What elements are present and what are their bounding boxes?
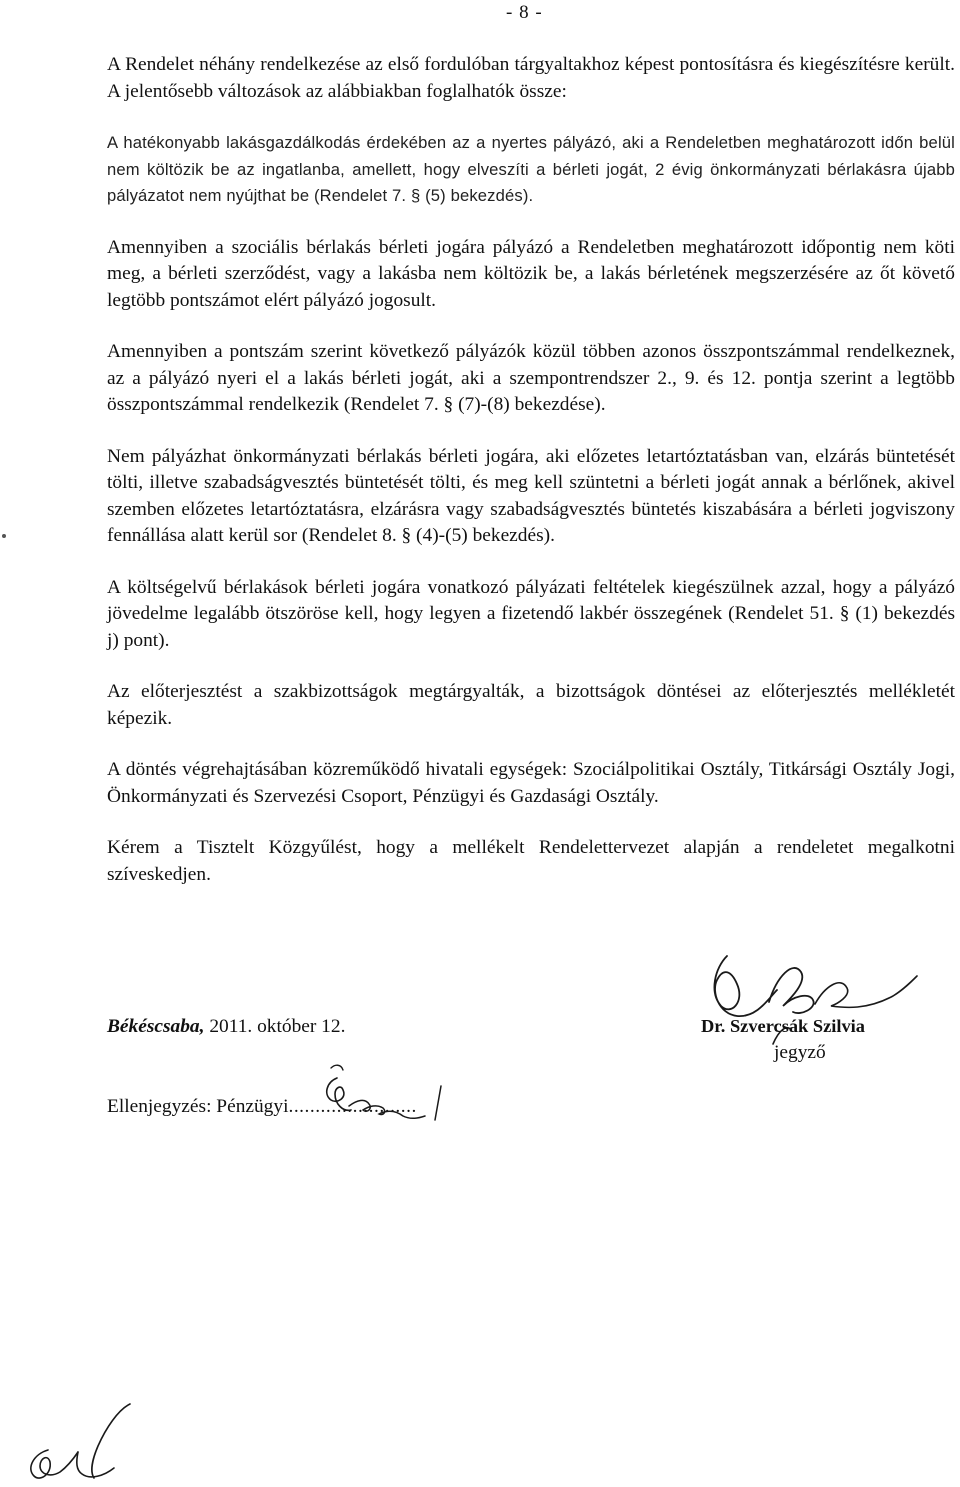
margin-mark <box>2 534 6 538</box>
paragraph-cost-based-housing: A költségelvű bérlakások bérleti jogára vonatkozó pályázati feltételek kiegészülnek azzal, hogy a pályázó jövedelme legalább ötszöröse kell, hogy legyen a fizetendő lakbér összegének (Rendelet 51. § (1) bekezdés j) pont). <box>107 576 955 651</box>
paragraph-departments: A döntés végrehajtásában közreműködő hivatali egységek: Szociálpolitikai Osztály, Titkársági Osztály Jogi, Önkormányzati és Szervezési Csoport, Pénzügyi és Gazdasági Osztály. <box>107 759 955 807</box>
paragraph-social-housing: Amennyiben a szociális bérlakás bérleti jogára pályázó a Rendeletben meghatározott időpontig nem köti meg, a bérleti szerződést, vagy a lakásba nem költözik be, a lakás bérletének megszerzésére az őt követő legtöbb pontszámot elért pályázó jogosult. <box>107 236 955 311</box>
paragraph-request: Kérem a Tisztelt Közgyűlést, hogy a mellékelt Rendelettervezet alapján a rendeletet megalkotni szíveskedjen. <box>107 837 955 885</box>
paragraph-intro: A Rendelet néhány rendelkezése az első fordulóban tárgyaltakhoz képest pontosításra és kiegészítésre került. A jelentősebb változások az alábbiakban foglalhatók össze: <box>107 54 955 102</box>
countersign-dots: ........................ <box>288 1096 417 1117</box>
paragraph-move-in-deadline: A hatékonyabb lakásgazdálkodás érdekében az a nyertes pályázó, aki a Rendeletben meghatározott időn belül nem költözik be az ingatlanba, amellett, hogy elveszíti a bérleti jogát, 2 évig önkormányzati bérlakásra újabb pályázatot nem nyújthat be (Rendelet 7. § (5) bekezdés). <box>107 133 955 205</box>
place-date <box>107 1016 345 1038</box>
paragraph-committees: Az előterjesztést a szakbizottságok megtárgyalták, a bizottságok döntései az előterjesztés mellékletét képezik. <box>107 681 955 729</box>
page-number: - 8 - <box>506 2 543 23</box>
paragraph-tie-break: Amennyiben a pontszám szerint következő pályázók közül többen azonos összpontszámmal rendelkeznek, az a pályázó nyeri el a lakás bérleti jogát, aki a szempontrendszer 2., 9. és 12. pontja szerint a legtöbb összpontszámmal rendelkezik (Rendelet 7. § (7)-(8) bekezdése). <box>107 341 955 415</box>
signer-title: jegyző <box>774 1042 826 1063</box>
countersign-label: Ellenjegyzés: Pénzügyi <box>107 1096 289 1117</box>
margin-initials <box>18 1398 138 1483</box>
signature-block <box>107 1016 955 1156</box>
handwritten-initials <box>313 1060 463 1130</box>
city: Békéscsaba, <box>107 1016 205 1037</box>
document-body <box>107 52 955 913</box>
signer-name: Dr. Szvercsák Szilvia <box>701 1016 865 1036</box>
paragraph-exclusion: Nem pályázhat önkormányzati bérlakás bérleti jogára, aki előzetes letartóztatásban van, elzárás büntetését tölti, illetve szabadságvesztés büntetését tölti, és meg kell szüntetni a bérleti jogát annak a bérlőnek, akivel szemben előzetes letartóztatásra, elzárásra vagy szabadságvesztés büntetés kiszabására a bérleti jogviszony fennállása alatt kerül sor (Rendelet 8. § (4)-(5) bekezdés). <box>107 445 955 546</box>
date: 2011. október 12. <box>209 1016 346 1037</box>
